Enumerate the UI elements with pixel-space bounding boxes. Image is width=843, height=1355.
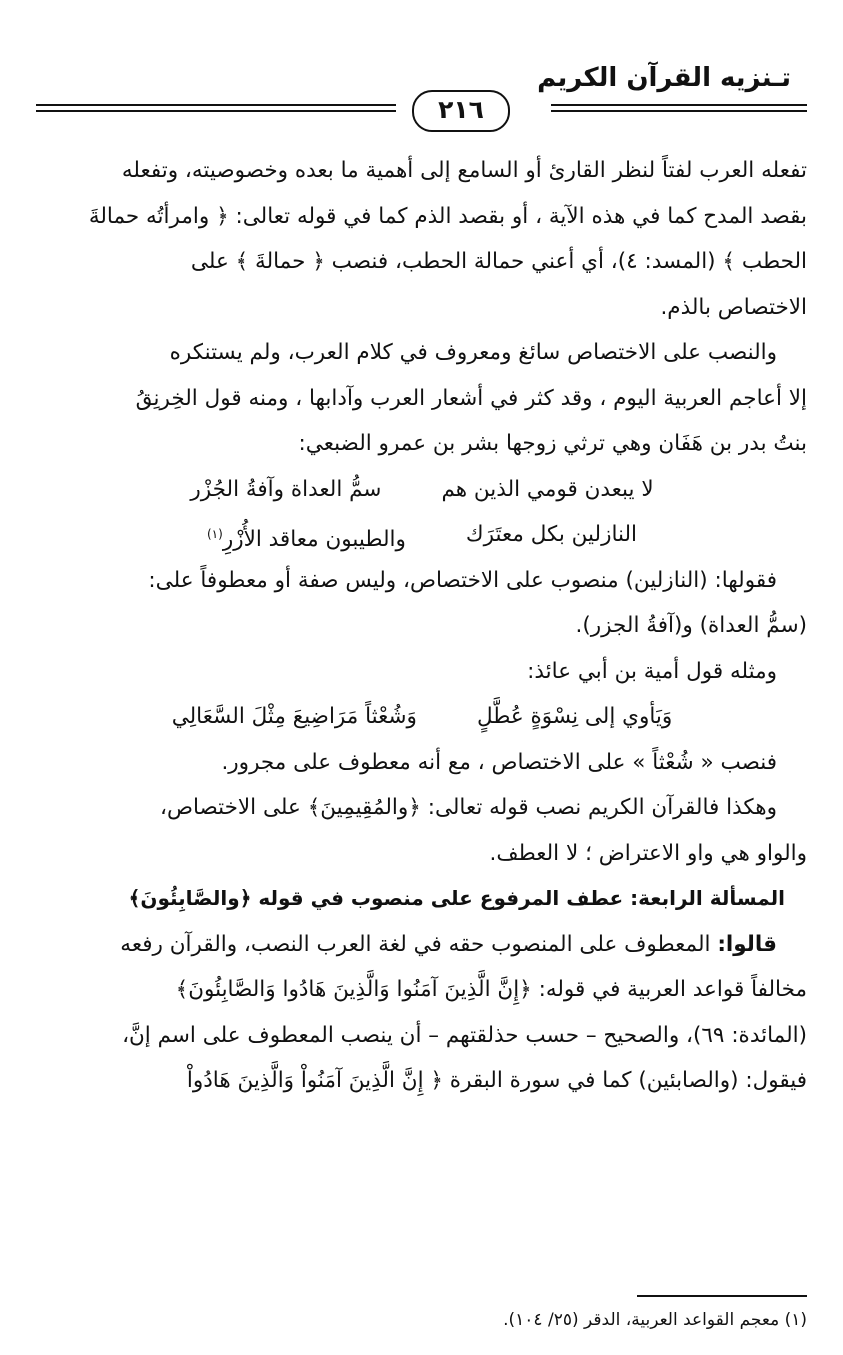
text-line: فيقول: (والصابئين) كما في سورة البقرة ﴿ إِنَّ الَّذِينَ آمَنُواْ وَالَّذِينَ هَادُواْ	[186, 1068, 807, 1093]
text-line: الحطب ﴾ (المسد: ٤)، أي أعني حمالة الحطب، فنصب ﴿ حمالةَ ﴾ على	[190, 249, 807, 274]
verse-hemistich: النازلين بكل معتَرَك	[465, 522, 638, 547]
verse-hemistich: وَيَأوي إلى نِسْوَةٍ عُطَّلٍ	[476, 704, 673, 729]
verse-hemistich: لا يبعدن قومي الذين هم	[441, 476, 654, 502]
text-line: بقصد المدح كما في هذه الآية ، أو بقصد الذم كما في قوله تعالى: ﴿ وامرأتُه حمالةَ	[88, 203, 807, 229]
header-rule	[36, 104, 396, 106]
text-line: (المائدة: ٦٩)، والصحيح – حسب حذلقتهم – أن ينصب المعطوف على اسم إنَّ،	[122, 1022, 807, 1048]
running-title: تـنزيه القرآن الكريم	[537, 63, 791, 93]
poem-verse	[37, 512, 807, 558]
header-rule	[36, 110, 396, 112]
text-line: فقولها: (النازلين) منصوب على الاختصاص، وليس صفة أو معطوفاً على:	[148, 567, 777, 593]
text-line: فنصب « شُعْثاً » على الاختصاص ، مع أنه معطوف على مجرور.	[221, 749, 777, 775]
text-line: والواو هي واو الاعتراض ؛ لا العطف.	[489, 840, 807, 866]
verse-hemistich: سمُّ العداة وآفةُ الجُزْر	[190, 476, 382, 502]
poem-verse	[37, 467, 807, 513]
section-heading: المسألة الرابعة: عطف المرفوع على منصوب في قوله ﴿والصَّابِئُونَ﴾	[128, 886, 785, 910]
footnote-ref: (١)	[206, 527, 223, 541]
header-rule	[551, 110, 807, 112]
line-lead: قالوا:	[717, 931, 777, 957]
footnote-separator	[637, 1295, 807, 1297]
text-line: إلا أعاجم العربية اليوم ، وقد كثر في أشعار العرب وآدابها ، ومنه قول الخِرنِقُ	[135, 385, 807, 411]
text-line: والنصب على الاختصاص سائغ ومعروف في كلام العرب، ولم يستنكره	[169, 340, 777, 365]
text-line: وهكذا فالقرآن الكريم نصب قوله تعالى: ﴿والمُقِيمِينَ﴾ على الاختصاص،	[160, 795, 777, 820]
text-line: ومثله قول أمية بن أبي عائذ:	[527, 658, 777, 684]
verse-hemistich: وَشُعْثاً مَرَاضِيعَ مِثْلَ السَّعَالِي	[171, 704, 417, 729]
page-number: ٢١٦	[412, 90, 510, 132]
text-line: مخالفاً قواعد العربية في قوله: ﴿إِنَّ الَّذِينَ آمَنُوا وَالَّذِينَ هَادُوا وَالصَّابِئُونَ﴾	[175, 977, 807, 1002]
line-rest: المعطوف على المنصوب حقه في لغة العرب النصب، والقرآن رفعه	[120, 931, 711, 957]
header-rule	[551, 104, 807, 106]
verse-hemistich: والطيبون معاقد الأُزْرِ	[222, 527, 406, 553]
text-line: بنتُ بدر بن هَفَان وهي ترثي زوجها بشر بن عمرو الضبعي:	[298, 431, 807, 456]
verse-hemistich-group	[207, 512, 406, 558]
text-line: (سمُّ العداة) و(آفةُ الجزر).	[575, 613, 807, 638]
text-line	[37, 922, 807, 968]
text-line: الاختصاص بالذم.	[660, 294, 807, 320]
body-text	[37, 148, 807, 1104]
text-line: تفعله العرب لفتاً لنظر القارئ أو السامع إلى أهمية ما بعده وخصوصيته، وتفعله	[121, 158, 807, 183]
poem-verse	[37, 694, 807, 740]
footnote: (١) معجم القواعد العربية، الدقر (٢٥/ ١٠٤).	[503, 1310, 807, 1330]
